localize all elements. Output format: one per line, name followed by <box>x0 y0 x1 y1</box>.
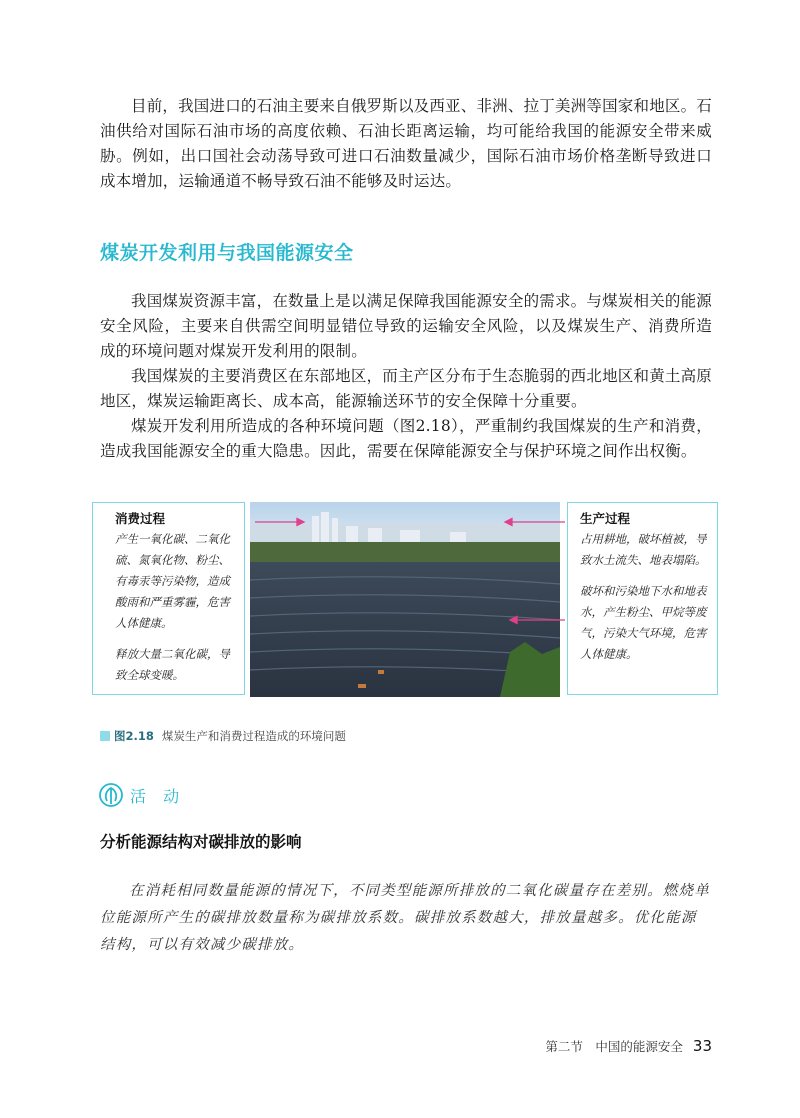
figure-caption <box>100 728 346 744</box>
activity-heading: 分析能源结构对碳排放的影响 <box>100 833 302 851</box>
consumption-note-box <box>92 502 245 695</box>
consumption-text-1: 产生一氧化碳、二氧化硫、氮氧化物、粉尘、有毒汞等污染物，造成酸雨和严重雾霾，危害人体健康。 <box>115 532 230 630</box>
activity-label: 活 动 <box>130 786 186 806</box>
caption-text: 煤炭生产和消费过程造成的环境问题 <box>161 729 346 743</box>
figure-2-18 <box>92 502 718 697</box>
body-paragraph-2: 我国煤炭的主要消费区在东部地区，而主产区分布于生态脆弱的西北地区和黄土高原地区，煤炭运输距离长、成本高，能源输送环节的安全保障十分重要。 <box>100 367 712 410</box>
production-title: 生产过程 <box>580 511 631 526</box>
activity-icon <box>98 782 124 808</box>
page-footer <box>545 1037 712 1055</box>
caption-square-icon <box>100 731 110 741</box>
consumption-title: 消费过程 <box>115 511 166 526</box>
page-number: 33 <box>692 1037 712 1055</box>
body-paragraph-1: 我国煤炭资源丰富，在数量上是以满足保障我国能源安全的需求。与煤炭相关的能源安全风险，主要来自供需空间明显错位导致的运输安全风险，以及煤炭生产、消费所造成的环境问题对煤炭开发利用的限制。 <box>100 292 712 360</box>
intro-paragraph: 目前，我国进口的石油主要来自俄罗斯以及西亚、非洲、拉丁美洲等国家和地区。石油供给对国际石油市场的高度依赖、石油长距离运输，均可能给我国的能源安全带来威胁。例如，出口国社会动荡导致可进口石油数量减少，国际石油市场价格垄断导致进口成本增加，运输通道不畅导致石油不能够及时运达。 <box>100 97 712 190</box>
production-text-1: 占用耕地，破坏植被，导致水土流失、地表塌陷。 <box>580 532 707 567</box>
production-note-box <box>567 502 718 695</box>
body-paragraph-3: 煤炭开发利用所造成的各种环境问题（图2.18），严重制约我国煤炭的生产和消费，造成我国能源安全的重大隐患。因此，需要在保障能源安全与保护环境之间作出权衡。 <box>100 417 712 460</box>
section-heading: 煤炭开发利用与我国能源安全 <box>100 242 354 264</box>
consumption-text-2: 释放大量二氧化碳，导致全球变暖。 <box>115 647 230 682</box>
coal-mine-illustration <box>250 502 560 697</box>
coal-mine-photo <box>250 502 560 697</box>
activity-banner <box>98 782 185 808</box>
activity-paragraph: 在消耗相同数量能源的情况下，不同类型能源所排放的二氧化碳量存在差别。燃烧单位能源所产生的碳排放数量称为碳排放系数。碳排放系数越大，排放量越多。优化能源结构，可以有效减少碳排放。 <box>100 883 710 953</box>
production-text-2: 破坏和污染地下水和地表水，产生粉尘、甲烷等废气，污染大气环境，危害人体健康。 <box>580 584 707 661</box>
caption-number: 图2.18 <box>114 729 154 743</box>
footer-section-title: 第二节 中国的能源安全 <box>545 1039 683 1054</box>
